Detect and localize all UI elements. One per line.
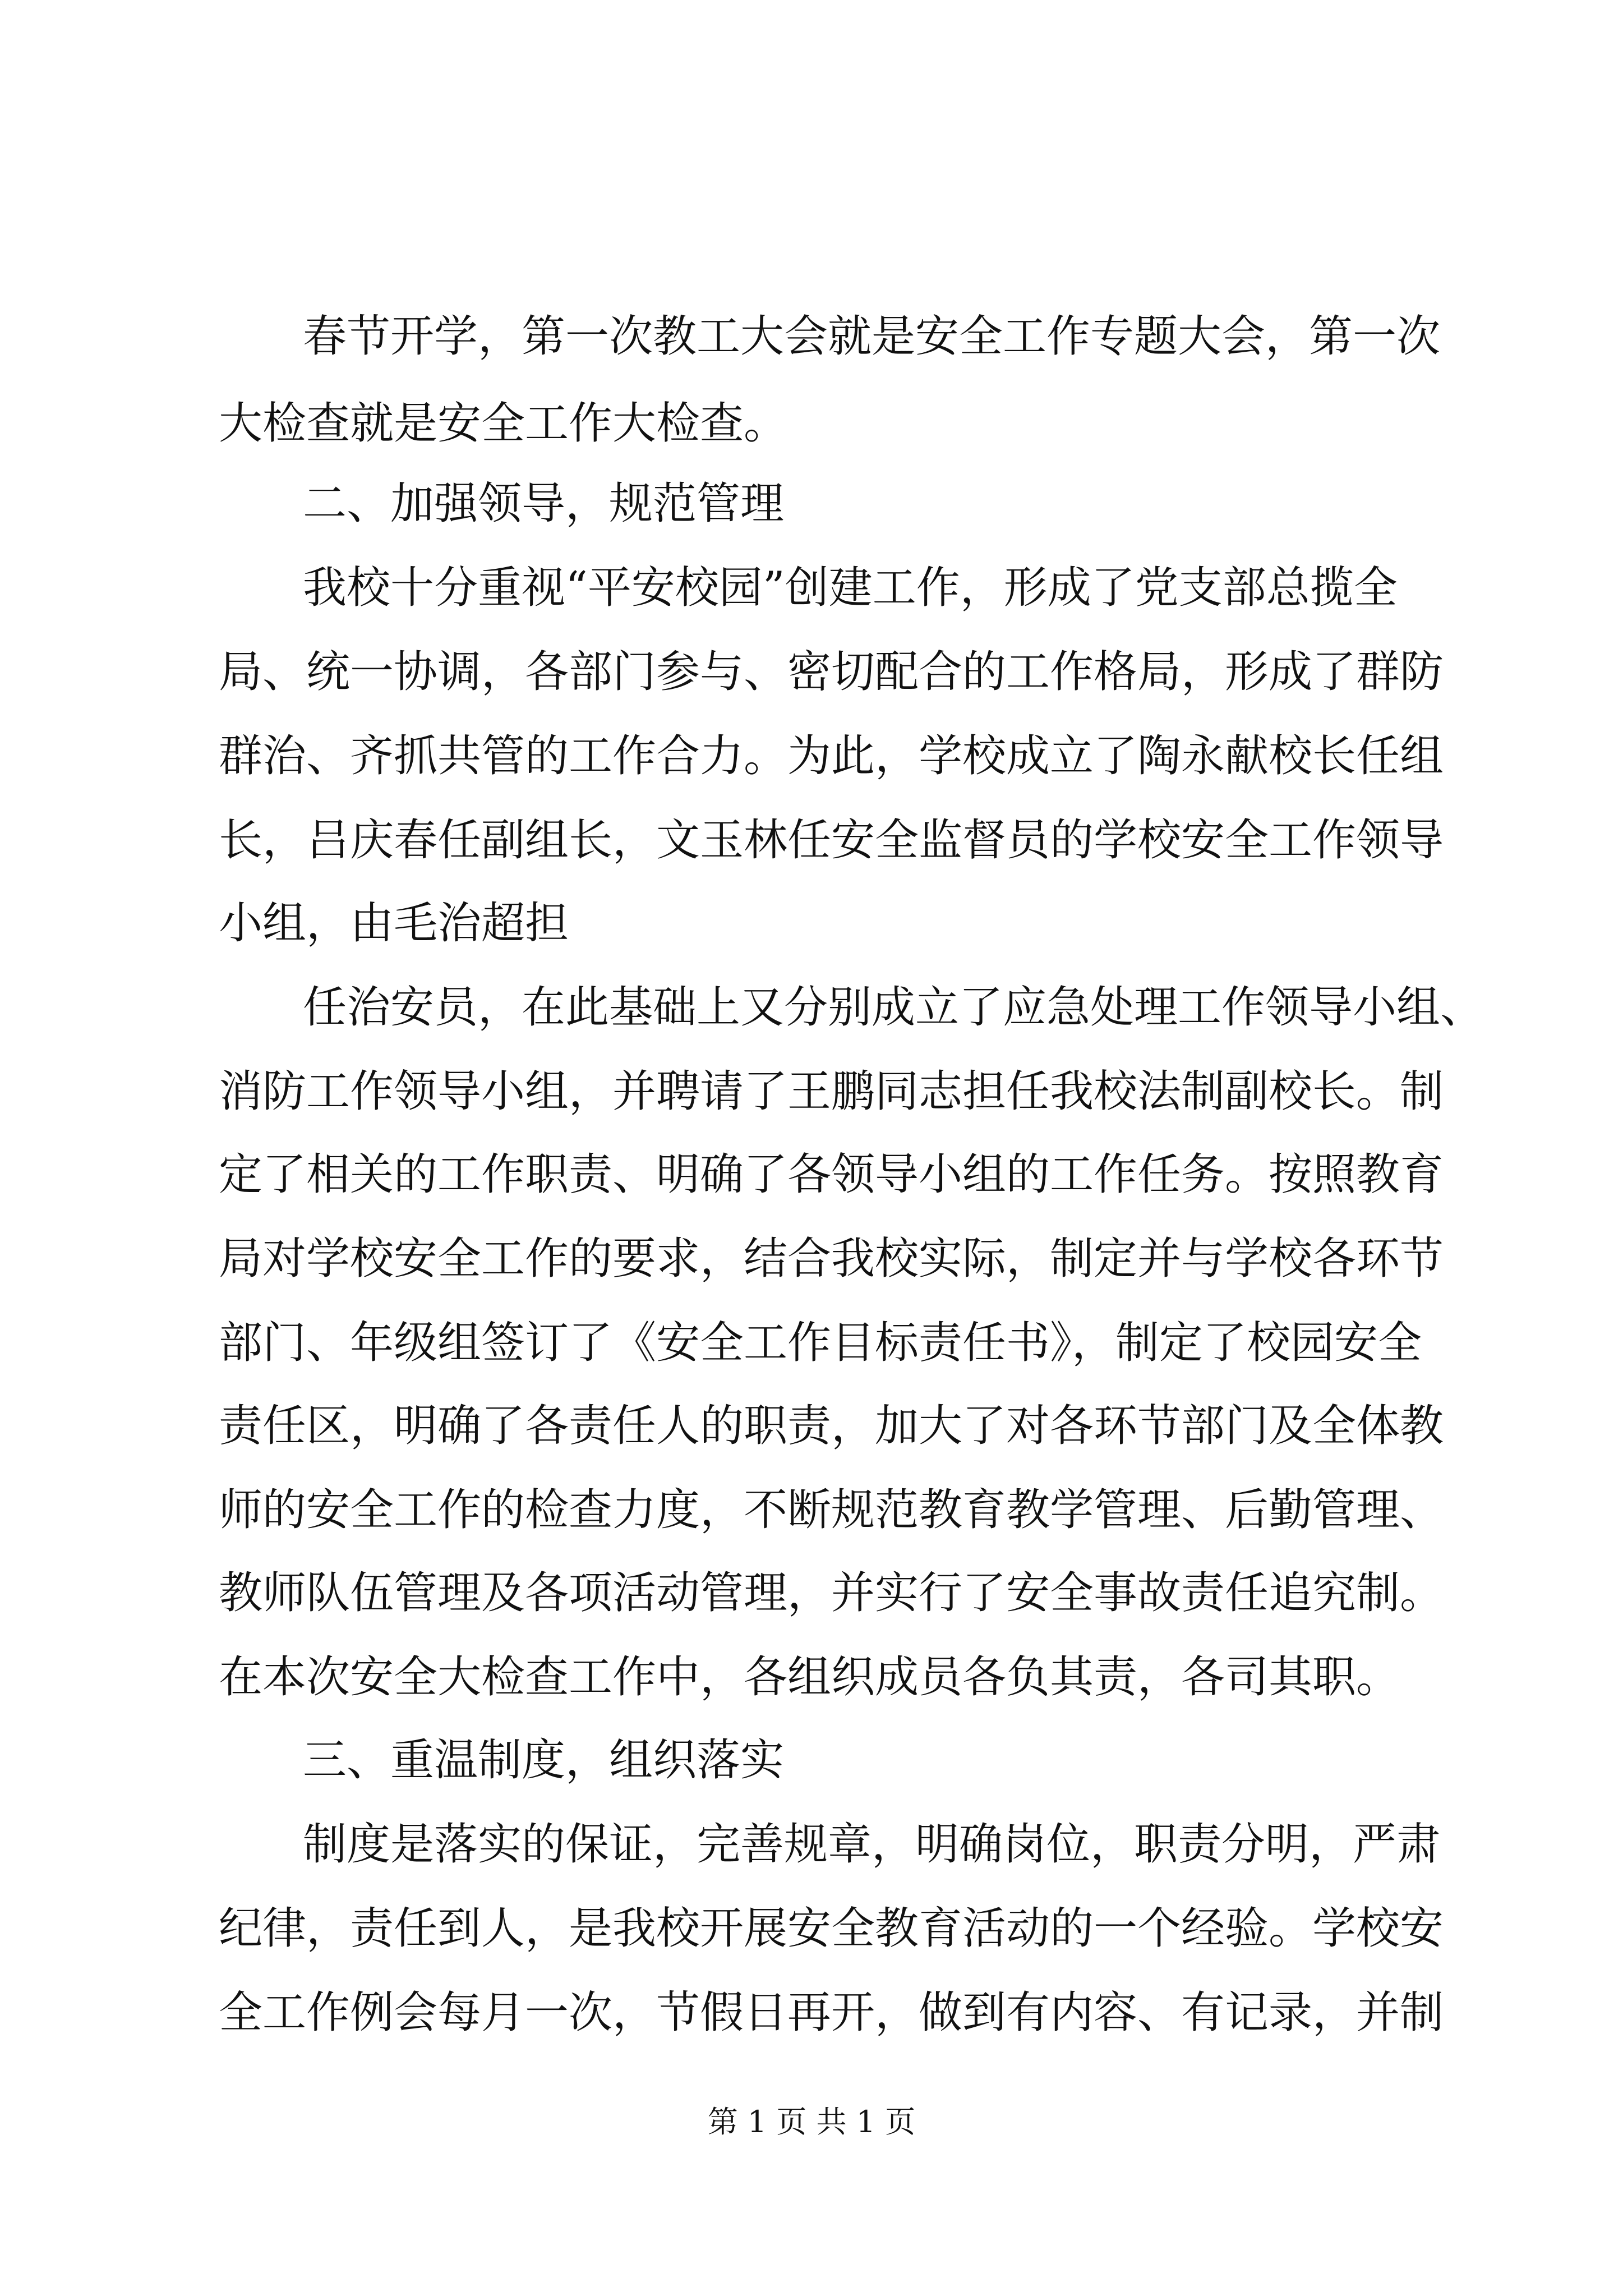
section-heading: 三、重温制度，组织落实 (303, 1735, 785, 1786)
page-footer: 第 1 页 共 1 页 (707, 2104, 916, 2139)
body-line: 纪律，责任到人，是我校开展安全教育活动的一个经验。学校安 (219, 1903, 1444, 1954)
body-line: 责任区，明确了各责任人的职责，加大了对各环节部门及全体教 (219, 1401, 1444, 1451)
body-line: 定了相关的工作职责、明确了各领导小组的工作任务。按照教育 (219, 1149, 1444, 1200)
body-line: 制度是落实的保证，完善规章，明确岗位，职责分明，严肃 (303, 1819, 1441, 1870)
body-line: 局、统一协调，各部门参与、密切配合的工作格局，形成了群防 (219, 647, 1444, 697)
body-line: 部门、年级组签订了《安全工作目标责任书》，制定了校园安全 (219, 1318, 1422, 1368)
body-line: 师的安全工作的检查力度，不断规范教育教学管理、后勤管理、 (219, 1485, 1444, 1535)
body-line: 全工作例会每月一次，节假日再开，做到有内容、有记录，并制 (219, 1987, 1444, 2038)
body-line: 在本次安全大检查工作中，各组织成员各负其责，各司其职。 (219, 1652, 1400, 1703)
body-line: 我校十分重视“平安校园”创建工作，形成了党支部总揽全 (303, 563, 1398, 613)
body-line: 小组，由毛治超担 (219, 898, 569, 949)
body-line: 春节开学，第一次教工大会就是安全工作专题大会，第一次 (303, 311, 1441, 362)
body-line: 长，吕庆春任副组长，文玉林任安全监督员的学校安全工作领导 (219, 815, 1444, 866)
body-line: 任治安员，在此基础上又分别成立了应急处理工作领导小组、 (303, 982, 1484, 1033)
body-line: 群治、齐抓共管的工作合力。为此，学校成立了陶永献校长任组 (219, 731, 1444, 781)
body-line: 教师队伍管理及各项活动管理，并实行了安全事故责任追究制。 (219, 1568, 1444, 1618)
body-line: 大检查就是安全工作大检查。 (219, 398, 788, 449)
section-heading: 二、加强领导，规范管理 (303, 478, 785, 529)
body-line: 消防工作领导小组，并聘请了王鹏同志担任我校法制副校长。制 (219, 1066, 1444, 1117)
body-line: 局对学校安全工作的要求，结合我校实际，制定并与学校各环节 (219, 1234, 1444, 1284)
